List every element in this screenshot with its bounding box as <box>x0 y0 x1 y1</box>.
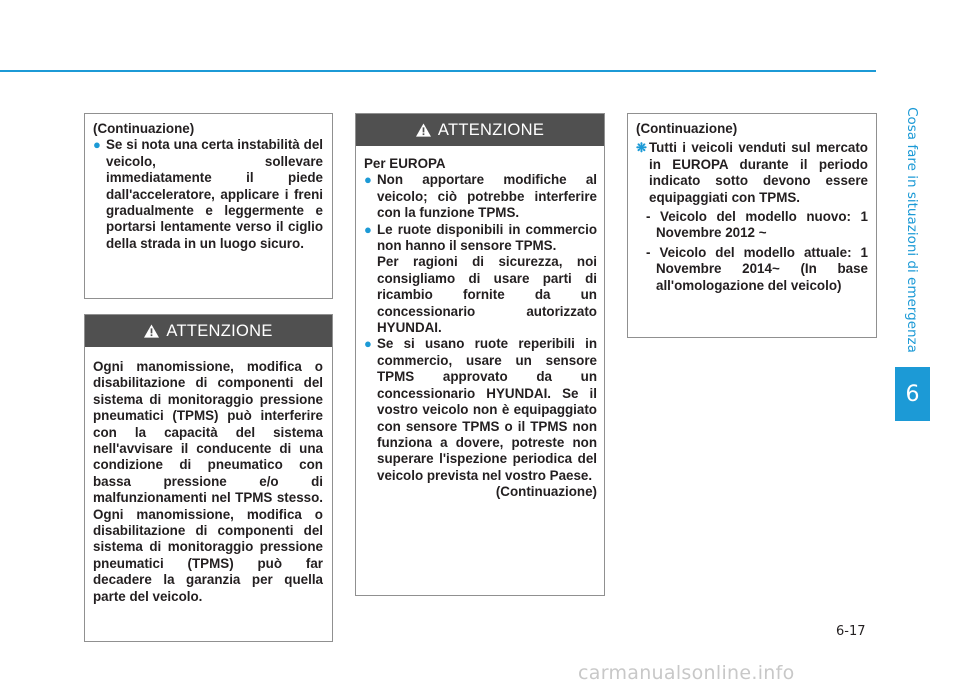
warning-title: ATTENZIONE <box>437 120 545 139</box>
continued-label: (Continuazione) <box>93 121 195 136</box>
continued-label: (Continuazione) <box>495 484 597 500</box>
warning-text: Ogni manomissione, modifica o disabilitazione di componenti del sistema di monitoraggio pressione pneumatici (TPMS) può interferire con la capacità del sistema nell'avvisare il conducente di una condizione di pneumatico con bassa pressione e/o di malfunzionamenti nel TPMS stesso. Ogni manomissione, modifica o disabilitazione di componenti del sistema di monitoraggio pressione pneumatici (TPMS) può far decadere la garanzia per quella parte del veicolo. <box>93 359 323 604</box>
section-title-vertical <box>898 100 926 360</box>
bullet-text: Le ruote disponibili in commercio non hanno il sensore TPMS. <box>377 221 597 254</box>
chapter-number: 6 <box>905 381 920 407</box>
bullet-dot-icon: ● <box>93 137 101 153</box>
warning-triangle-icon <box>144 324 159 338</box>
asterisk-note-icon: ❋ <box>636 140 647 156</box>
warning-header <box>356 114 604 146</box>
bullet-text: Se si usano ruote reperibili in commercio, usare un sensore TPMS approvato da un concessionario HYUNDAI. Se il vostro veicolo non è equipaggiato con sensore TPMS o il TPMS non funziona a dovere, potreste non superare l'ispezione periodica del veicolo prevista nel vostro Paese. <box>377 336 597 483</box>
bullet-text: Non apportare modifiche al veicolo; ciò potrebbe interferire con la funzione TPMS. <box>377 172 597 221</box>
list-item <box>364 222 597 255</box>
warning-triangle-icon <box>416 123 431 137</box>
continued-label: (Continuazione) <box>636 121 738 136</box>
list-item: - Veicolo del modello nuovo: 1 Novembre 2012 ~ <box>646 209 868 241</box>
bullet-text: Se si nota una certa instabilità del veicolo, sollevare immediatamente il piede dall'acceleratore, applicare i freni gradualmente e leggermente e portarsi lentamente verso il ciglio della strada in un luogo sicuro. <box>106 137 323 251</box>
list-item <box>93 137 323 252</box>
list-item <box>364 336 597 484</box>
continuation-box-left <box>84 113 333 299</box>
continuation-box-right <box>627 113 877 338</box>
list-item: - Veicolo del modello attuale: 1 Novembre 2014~ (In base all'omologazione del veicolo) <box>646 244 868 293</box>
bullet-continuation: Per ragioni di sicurezza, noi consigliamo di usare parti di ricambio fornite da un concessionario autorizzato HYUNDAI. <box>377 254 597 336</box>
bullet-dot-icon: ● <box>364 172 372 188</box>
section-title: Cosa fare in situazioni di emergenza <box>904 107 920 353</box>
warning-header <box>85 315 332 347</box>
bullet-dot-icon: ● <box>364 221 372 237</box>
note-item <box>636 140 868 206</box>
page-number: 6-17 <box>836 624 866 639</box>
list-item <box>364 172 597 221</box>
region-label: Per EUROPA <box>364 156 446 171</box>
warning-box-left <box>84 314 333 642</box>
header-rule <box>0 70 876 72</box>
warning-box-middle <box>355 113 605 596</box>
bullet-dot-icon: ● <box>364 336 372 352</box>
watermark: carmanualsonline.info <box>578 662 795 684</box>
warning-title: ATTENZIONE <box>166 321 273 340</box>
chapter-tab[interactable] <box>895 367 930 421</box>
note-text: Tutti i veicoli venduti sul mercato in EUROPA durante il periodo indicato sotto devono essere equipaggiati con TPMS. <box>649 140 868 205</box>
